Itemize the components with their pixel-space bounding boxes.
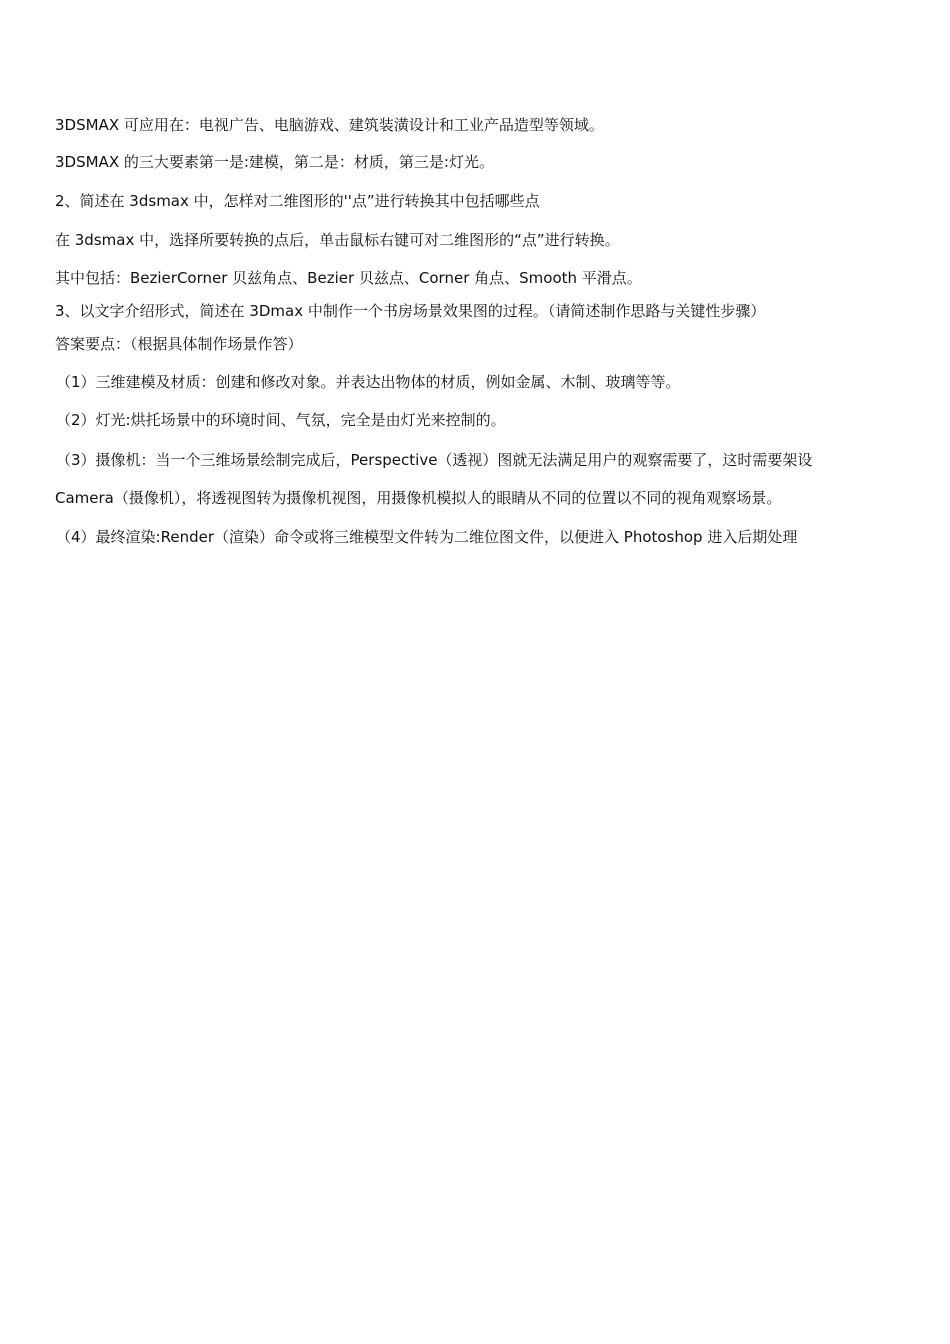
answer-item-4: （4）最终渲染:Render（渲染）命令或将三维模型文件转为二维位图文件，以便进入 Photoshop 进入后期处理 (56, 528, 798, 546)
answer-2-text: 在 3dsmax 中，选择所要转换的点后，单击鼠标右键可对二维图形的“点”进行转换。 (55, 231, 620, 249)
answer-item-1: （1）三维建模及材质：创建和修改对象。并表达出物体的材质，例如金属、木制、玻璃等等。 (56, 373, 681, 391)
answer-item-3-continued: Camera（摄像机），将透视图转为摄像机视图，用摄像机模拟人的眼睛从不同的位置以不同的视角观察场景。 (55, 489, 782, 507)
text-line-applications: 3DSMAX 可应用在：电视广告、电脑游戏、建筑装潢设计和工业产品造型等领域。 (55, 116, 604, 134)
text-line-three-elements: 3DSMAX 的三大要素第一是:建模，第二是：材质，第三是:灯光。 (55, 153, 494, 171)
answer-2-point-types: 其中包括：BezierCorner 贝兹角点、Bezier 贝兹点、Corner 角点、Smooth 平滑点。 (55, 269, 642, 287)
answer-item-3: （3）摄像机：当一个三维场景绘制完成后，Perspective（透视）图就无法满足用户的观察需要了，这时需要架设 (56, 451, 813, 469)
question-3: 3、以文字介绍形式，简述在 3Dmax 中制作一个书房场景效果图的过程。（请简述制作思路与关键性步骤） (55, 302, 766, 320)
answer-item-2: （2）灯光:烘托场景中的环境时间、气氛，完全是由灯光来控制的。 (56, 411, 506, 429)
answer-key-heading: 答案要点：（根据具体制作场景作答） (55, 335, 303, 353)
question-2: 2、简述在 3dsmax 中，怎样对二维图形的''点”进行转换其中包括哪些点 (55, 192, 540, 210)
